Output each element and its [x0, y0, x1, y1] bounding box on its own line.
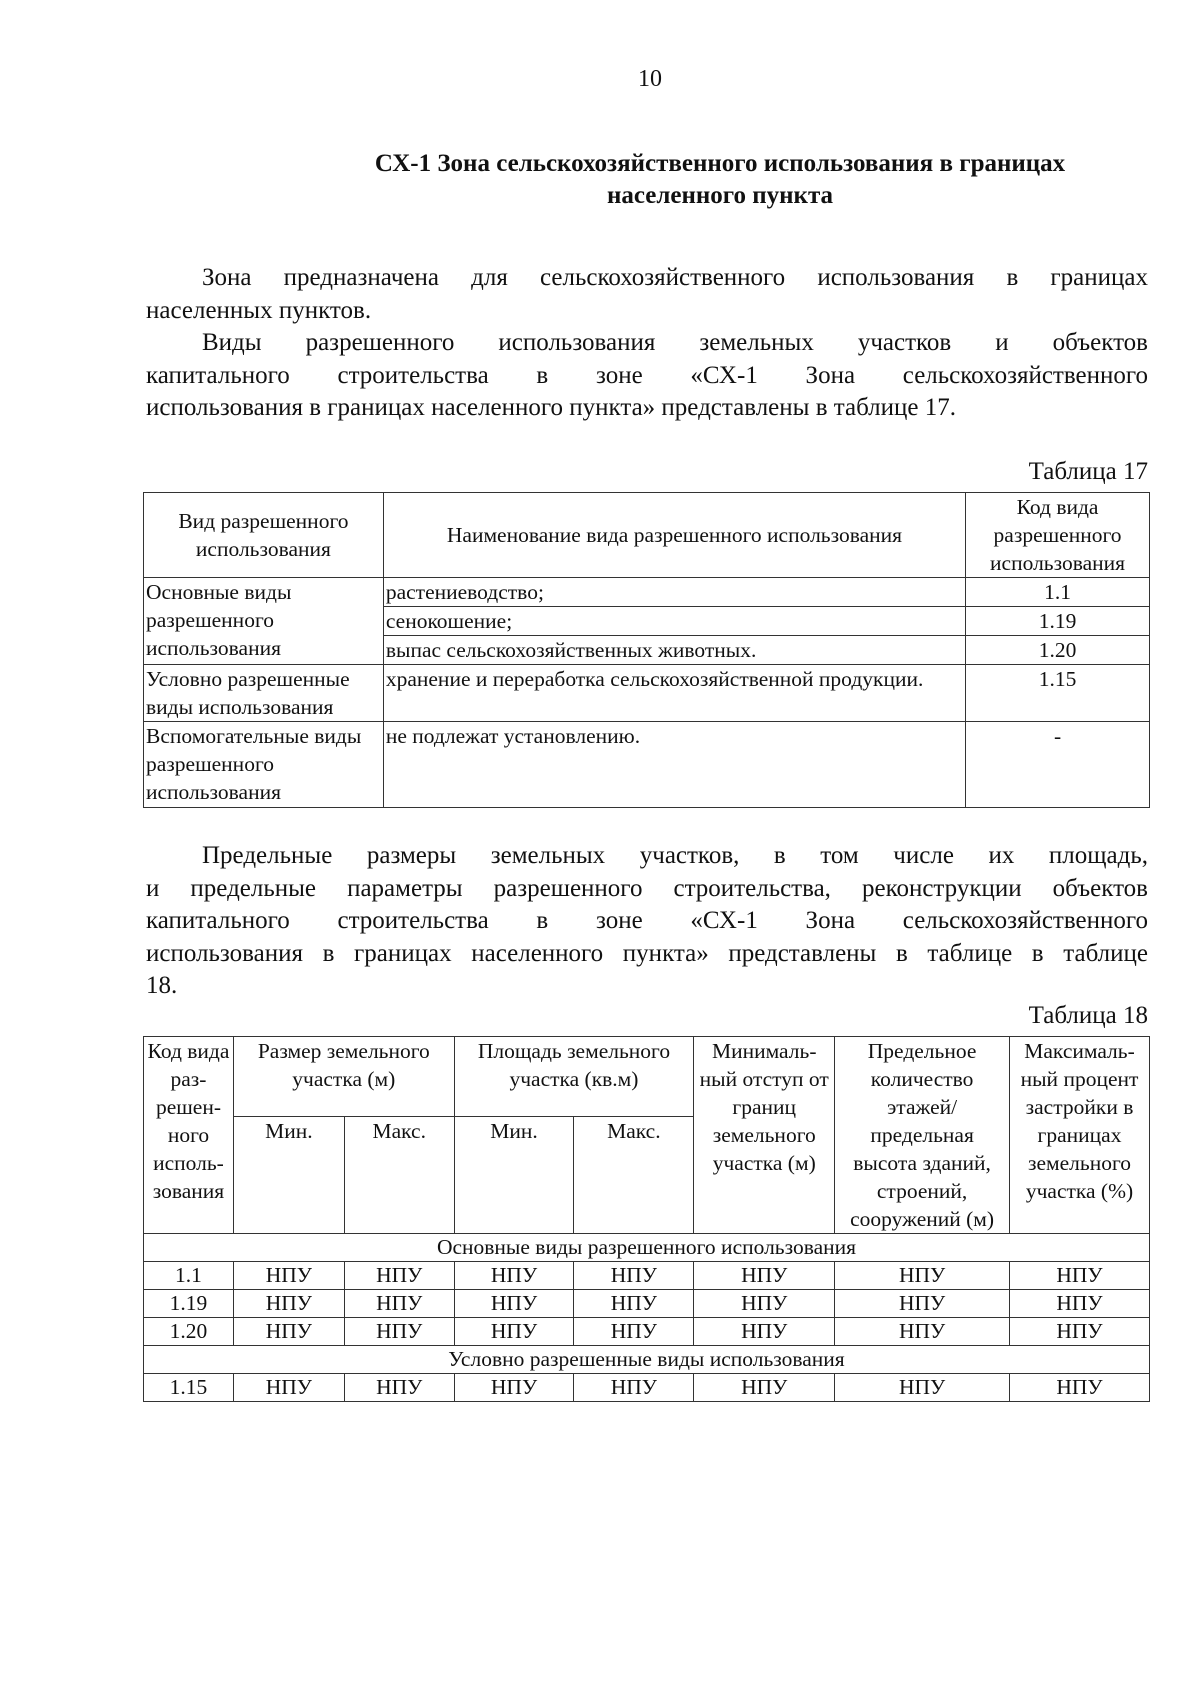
paragraph-zone-purpose [146, 262, 1148, 327]
table-row [144, 1374, 1150, 1402]
paragraph-line: 18. [146, 972, 178, 999]
value-cell: НПУ [1010, 1262, 1150, 1290]
value-cell: НПУ [454, 1262, 574, 1290]
value-cell: НПУ [454, 1290, 574, 1318]
value-cell: НПУ [454, 1374, 574, 1402]
value-cell: НПУ [694, 1318, 835, 1346]
table-row [144, 1318, 1150, 1346]
header-use-type: Вид разрешенного использования [144, 493, 384, 578]
value-cell: НПУ [233, 1290, 344, 1318]
paragraph-line: Зона предназначена для сельскохозяйственного использования в границах [202, 264, 1148, 291]
value-cell: НПУ [835, 1262, 1010, 1290]
use-code-cell: 1.19 [966, 607, 1150, 636]
section-row [144, 1234, 1150, 1262]
section-row [144, 1346, 1150, 1374]
value-cell: НПУ [835, 1290, 1010, 1318]
code-cell: 1.20 [144, 1318, 234, 1346]
paragraph-permitted-uses [146, 327, 1148, 425]
table-17 [143, 492, 1150, 808]
header-size-max: Макс. [344, 1117, 454, 1234]
value-cell: НПУ [574, 1318, 694, 1346]
group-cell: Вспомогательные виды разрешенного использования [144, 722, 384, 808]
paragraph-line: использования в границах населенного пункта» представлены в таблице в таблице [146, 939, 1148, 967]
value-cell: НПУ [233, 1318, 344, 1346]
table-header-row [144, 1037, 1150, 1117]
paragraph-line: и предельные параметры разрешенного строительства, реконструкции объектов [146, 874, 1148, 902]
table-18-caption: Таблица 18 [1028, 1002, 1148, 1029]
use-name-cell: выпас сельскохозяйственных животных. [383, 636, 965, 665]
section-title-cell: Условно разрешенные виды использования [144, 1346, 1150, 1374]
value-cell: НПУ [574, 1290, 694, 1318]
code-cell: 1.1 [144, 1262, 234, 1290]
value-cell: НПУ [233, 1374, 344, 1402]
value-cell: НПУ [1010, 1374, 1150, 1402]
use-name-cell: не подлежат установлению. [383, 722, 965, 808]
value-cell: НПУ [694, 1290, 835, 1318]
table-header-row [144, 493, 1150, 578]
header-size-min: Мин. [233, 1117, 344, 1234]
value-cell: НПУ [694, 1262, 835, 1290]
table-row [144, 722, 1150, 808]
value-cell: НПУ [344, 1318, 454, 1346]
group-cell: Условно разрешенные виды использования [144, 665, 384, 722]
value-cell: НПУ [344, 1290, 454, 1318]
code-cell: 1.19 [144, 1290, 234, 1318]
table-row [144, 665, 1150, 722]
use-name-cell: хранение и переработка сельскохозяйственной продукции. [383, 665, 965, 722]
header-coverage: Максималь-ный процент застройки в границах земельного участка (%) [1010, 1037, 1150, 1234]
table-row [144, 1290, 1150, 1318]
table-row [144, 578, 1150, 607]
value-cell: НПУ [454, 1318, 574, 1346]
header-area-min: Мин. [454, 1117, 574, 1234]
header-plot-area: Площадь земельного участка (кв.м) [454, 1037, 694, 1117]
table-row [144, 1262, 1150, 1290]
paragraph-limit-sizes [146, 840, 1148, 1003]
value-cell: НПУ [1010, 1290, 1150, 1318]
header-setback: Минималь-ный отступ от границ земельного участка (м) [694, 1037, 835, 1234]
value-cell: НПУ [835, 1318, 1010, 1346]
page-number: 10 [638, 66, 662, 92]
section-title-cell: Основные виды разрешенного использования [144, 1234, 1150, 1262]
header-floors: Предельное количество этажей/ предельная высота зданий, строений, сооружений (м) [835, 1037, 1010, 1234]
use-code-cell: 1.15 [966, 665, 1150, 722]
section-title-line-1: СХ-1 Зона сельскохозяйственного использования в границах [374, 150, 1066, 177]
paragraph-line: Предельные размеры земельных участков, в том числе их площадь, [202, 842, 1148, 869]
header-plot-size: Размер земельного участка (м) [233, 1037, 454, 1117]
value-cell: НПУ [835, 1374, 1010, 1402]
header-area-max: Макс. [574, 1117, 694, 1234]
value-cell: НПУ [1010, 1318, 1150, 1346]
use-code-cell: - [966, 722, 1150, 808]
use-name-cell: растениеводство; [383, 578, 965, 607]
table-17-caption: Таблица 17 [1028, 458, 1148, 485]
section-title [260, 148, 1180, 212]
section-title-line-2: населенного пункта [606, 182, 834, 209]
value-cell: НПУ [574, 1262, 694, 1290]
value-cell: НПУ [694, 1374, 835, 1402]
table-18 [143, 1036, 1150, 1402]
paragraph-line: населенных пунктов. [146, 296, 372, 324]
paragraph-line: капитального строительства в зоне «СХ-1 Зона сельскохозяйственного [146, 361, 1148, 389]
value-cell: НПУ [344, 1374, 454, 1402]
group-cell: Основные виды разрешенного использования [144, 578, 384, 665]
paragraph-line: капитального строительства в зоне «СХ-1 Зона сельскохозяйственного [146, 907, 1148, 934]
code-cell: 1.15 [144, 1374, 234, 1402]
use-code-cell: 1.1 [966, 578, 1150, 607]
value-cell: НПУ [344, 1262, 454, 1290]
header-use-code: Код вида разрешенного использования [966, 493, 1150, 578]
header-code: Код вида раз-решен-ного исполь-зования [144, 1037, 234, 1234]
paragraph-line: использования в границах населенного пункта» представлены в таблице 17. [146, 394, 956, 421]
use-name-cell: сенокошение; [383, 607, 965, 636]
use-code-cell: 1.20 [966, 636, 1150, 665]
value-cell: НПУ [574, 1374, 694, 1402]
value-cell: НПУ [233, 1262, 344, 1290]
header-use-name: Наименование вида разрешенного использования [383, 493, 965, 578]
paragraph-line: Виды разрешенного использования земельных участков и объектов [202, 329, 1148, 356]
